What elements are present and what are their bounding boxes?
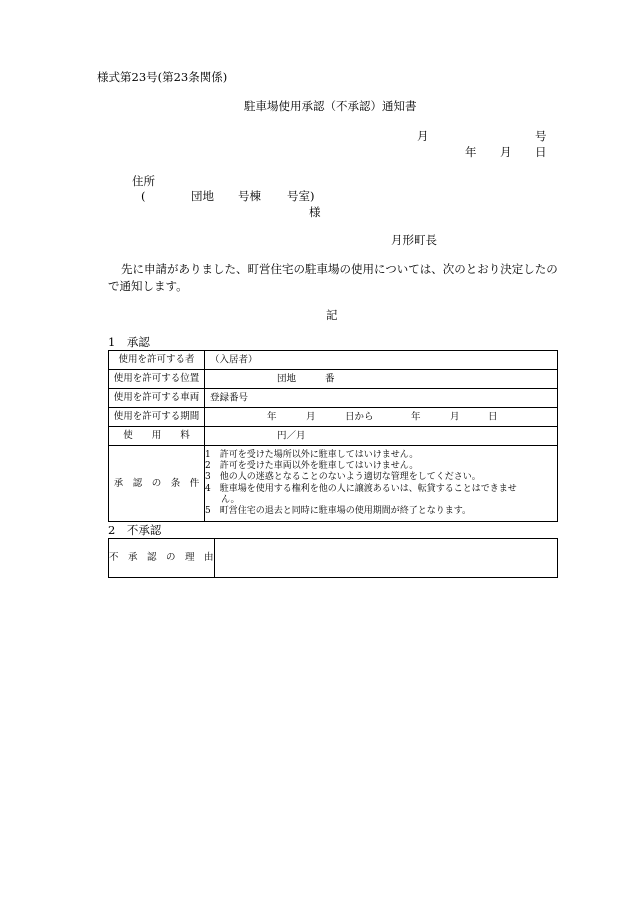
address-label: 住所 [132, 174, 155, 188]
table-row [109, 351, 558, 370]
table-row [109, 370, 558, 389]
document-title: 駐車場使用承認（不承認）通知書 [244, 99, 417, 113]
body-text-line1: 先に申請がありました、町営住宅の駐車場の使用については、次のとおり決定したの [121, 262, 558, 276]
table-row [109, 446, 558, 522]
condition-item: 2 許可を受けた車両以外を駐車してはいけません。 [205, 460, 419, 471]
period-start-day: 日から [345, 411, 374, 423]
address-danchi: 団地 [191, 189, 214, 203]
rejection-table [108, 538, 558, 578]
row-label: 使用を許可する期間 [109, 408, 205, 427]
row-label: 使用を許可する位置 [109, 370, 205, 389]
approval-table [108, 350, 558, 522]
period-end-day: 日 [488, 411, 498, 423]
date-month: 月 [500, 145, 512, 159]
rejection-reason-label: 不 承 認 の 理 由 [109, 539, 215, 578]
period-end-month: 月 [450, 411, 460, 423]
period-end-year: 年 [411, 411, 421, 423]
table-row [109, 408, 558, 427]
table-row [109, 427, 558, 446]
location-danchi: 団地 [277, 373, 297, 385]
condition-item: 3 他の人の迷惑となることのないよう適切な管理をしてください。 [205, 472, 481, 483]
permitted-vehicle-field[interactable] [205, 389, 558, 408]
location-ban: 番 [325, 373, 335, 385]
doc-number-suffix: 号 [535, 129, 547, 143]
row-label: 承 認 の 条 件 [109, 446, 205, 522]
row-label: 使用を許可する者 [109, 351, 205, 370]
row-label: 使用を許可する車両 [109, 389, 205, 408]
permitted-period-field[interactable] [205, 408, 558, 427]
condition-item-continuation: ん。 [221, 494, 240, 505]
section1-heading: 1 承認 [108, 335, 150, 349]
date-year: 年 [465, 145, 477, 159]
address-gotou: 号棟 [238, 189, 261, 203]
ki-heading: 記 [326, 308, 338, 322]
address-open-paren: ( [141, 189, 146, 203]
conditions-list [205, 446, 558, 522]
table-row [109, 539, 558, 578]
table-row [109, 389, 558, 408]
issuer-name: 月形町長 [391, 233, 437, 247]
row-label: 使 用 料 [109, 427, 205, 446]
section2-heading: 2 不承認 [108, 523, 162, 537]
address-goshitsu: 号室) [287, 189, 315, 203]
form-number: 様式第23号(第23条関係) [97, 70, 228, 84]
usage-fee-field[interactable] [205, 427, 558, 446]
condition-item: 4 駐車場を使用する権利を他の人に譲渡あるいは、転貸することはできませ [205, 483, 517, 494]
permitted-person-field[interactable] [205, 351, 558, 370]
rejection-reason-field[interactable] [214, 539, 557, 578]
recipient-sama: 様 [309, 205, 321, 219]
permitted-location-field[interactable] [205, 370, 558, 389]
body-text-line2: で通知します。 [108, 279, 188, 293]
date-day: 日 [535, 145, 547, 159]
condition-item: 1 許可を受けた場所以外に駐車してはいけません。 [205, 449, 419, 460]
condition-item: 5 町営住宅の退去と同時に駐車場の使用期間が終了となります。 [205, 506, 472, 517]
permitted-person-value: （入居者） [210, 354, 258, 366]
period-start-month: 月 [306, 411, 316, 423]
usage-fee-unit: 円／月 [277, 430, 306, 442]
registration-number-label: 登録番号 [210, 392, 249, 404]
doc-number-month: 月 [417, 129, 429, 143]
period-start-year: 年 [267, 411, 277, 423]
